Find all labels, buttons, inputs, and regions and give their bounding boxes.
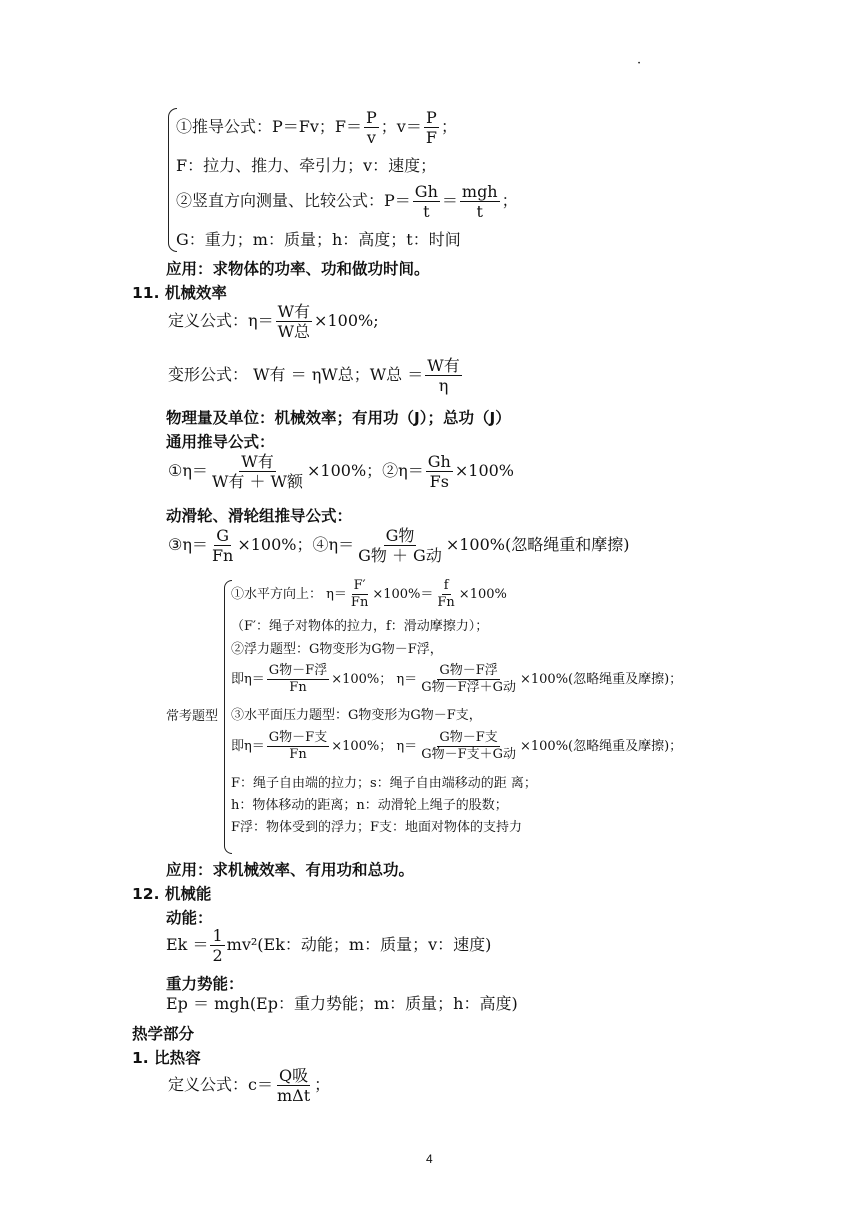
common-type-buoyancy-formula: 即η＝ $\frac{\text{G物－F浮}}{Fn}$ ×100%； η＝ $\frac{\text{G物－F浮}}{\text{G物－F浮＋G动}}$ ×100%(忽略绳重及摩擦)； (231, 663, 683, 695)
common-type-var-3: F浮：物体受到的浮力；F支：地面对物体的支持力 (231, 820, 523, 835)
thermal-section-heading: 热学部分 (132, 1025, 195, 1043)
common-type-buoyancy: ②浮力题型：G物变形为G物－F浮， (231, 642, 443, 657)
common-types-label: 常考题型 (166, 709, 219, 724)
efficiency-variation: 变形公式： W有 ＝ ηW总；W总 ＝ $\frac{\text{W有}}{\eta}$ (168, 356, 460, 395)
fraction: $\frac{P}{v}$ (366, 108, 377, 147)
power-vertical-formula: ②竖直方向测量、比较公式：P＝ $\frac{Gh}{t}$ ＝ $\frac{\text{mgh}}{t}$ ； (176, 182, 518, 221)
fraction: $\frac{\text{G物}}{\text{G物 ＋ G动}}$ (358, 526, 442, 565)
efficiency-definition: 定义公式：η＝ $\frac{\text{W有}}{\text{W总}}$ ×100%; (168, 302, 379, 341)
kinetic-heading: 动能： (166, 909, 213, 927)
fraction: $\frac{\text{mgh}}{t}$ (461, 182, 498, 221)
common-type-var-1: F：绳子自由端的拉力；s：绳子自由端移动的距 离； (231, 776, 537, 791)
common-type-pressure: ③水平面压力题型：G物变形为G物－F支， (231, 708, 482, 723)
potential-formula: Ep ＝ mgh(Ep：重力势能；m：质量；h：高度) (166, 994, 518, 1013)
page-number: 4 (426, 1152, 433, 1166)
common-type-note: （F′：绳子对物体的拉力，f：滑动摩擦力）； (231, 619, 489, 634)
fraction: $\frac{\text{W有}}{\text{W有 ＋ W额}}$ (211, 452, 304, 491)
efficiency-general-formulas: ①η＝ $\frac{\text{W有}}{\text{W有 ＋ W额}}$ ×100%；②η＝ $\frac{Gh}{Fs}$ ×100% (168, 452, 515, 491)
fraction: $\frac{\text{Q吸}}{\text{mΔt}}$ (276, 1066, 311, 1105)
header-dot: · (637, 56, 642, 71)
specific-heat-formula: 定义公式：c＝ $\frac{\text{Q吸}}{\text{mΔt}}$ ； (168, 1066, 331, 1105)
energy-heading: 12. 机械能 (132, 885, 212, 903)
power-variables: F：拉力、推力、牵引力；v：速度； (176, 156, 437, 175)
efficiency-heading: 11. 机械效率 (132, 284, 227, 302)
fraction: $\frac{\text{W有}}{\eta}$ (427, 356, 460, 395)
fraction: $\frac{G}{Fn}$ (211, 526, 234, 565)
pulley-formulas: ③η＝ $\frac{G}{Fn}$ ×100%；④η＝ $\frac{\text{G物}}{\text{G物 ＋ G动}}$ ×100%(忽略绳重和摩擦) (168, 526, 630, 565)
efficiency-application: 应用：求机械效率、有用功和总功。 (166, 861, 415, 879)
fraction: $\frac{\text{W有}}{\text{W总}}$ (277, 302, 311, 341)
power-application: 应用：求物体的功率、功和做功时间。 (166, 260, 430, 278)
efficiency-general-heading: 通用推导公式： (166, 433, 275, 451)
power-derived-formula: ①推导公式：P＝Fv；F＝ $\frac{P}{v}$ ；v＝ $\frac{P}{F}$ ； (176, 108, 457, 147)
fraction: $\frac{Gh}{Fs}$ (427, 452, 451, 491)
common-type-pressure-formula: 即η＝ $\frac{\text{G物－F支}}{Fn}$ ×100%； η＝ $\frac{\text{G物－F支}}{\text{G物－F支＋G动}}$ ×100%(忽略绳重及摩擦)； (231, 730, 683, 762)
fraction: $\frac{1}{2}$ (212, 926, 223, 965)
potential-heading: 重力势能： (166, 975, 244, 993)
fraction: $\frac{Gh}{t}$ (414, 182, 438, 221)
common-type-var-2: h：物体移动的距离；n：动滑轮上绳子的股数； (231, 798, 508, 813)
common-type-horizontal: ①水平方向上： η＝ $\frac{F'}{Fn}$ ×100%＝ $\frac{f}{Fn}$ ×100% (231, 578, 507, 610)
efficiency-units: 物理量及单位：机械效率；有用功（J）；总功（J） (166, 409, 511, 427)
kinetic-formula: Ek ＝ $\frac{1}{2}$ mv²(Ek：动能；m：质量；v：速度) (166, 926, 492, 965)
pulley-heading: 动滑轮、滑轮组推导公式： (166, 507, 353, 525)
formula-text: ①推导公式：P＝Fv；F＝ (176, 117, 363, 136)
specific-heat-heading: 1. 比热容 (132, 1049, 201, 1067)
fraction: $\frac{P}{F}$ (425, 108, 437, 147)
power-variables-2: G：重力；m：质量；h：高度；t：时间 (176, 230, 461, 249)
